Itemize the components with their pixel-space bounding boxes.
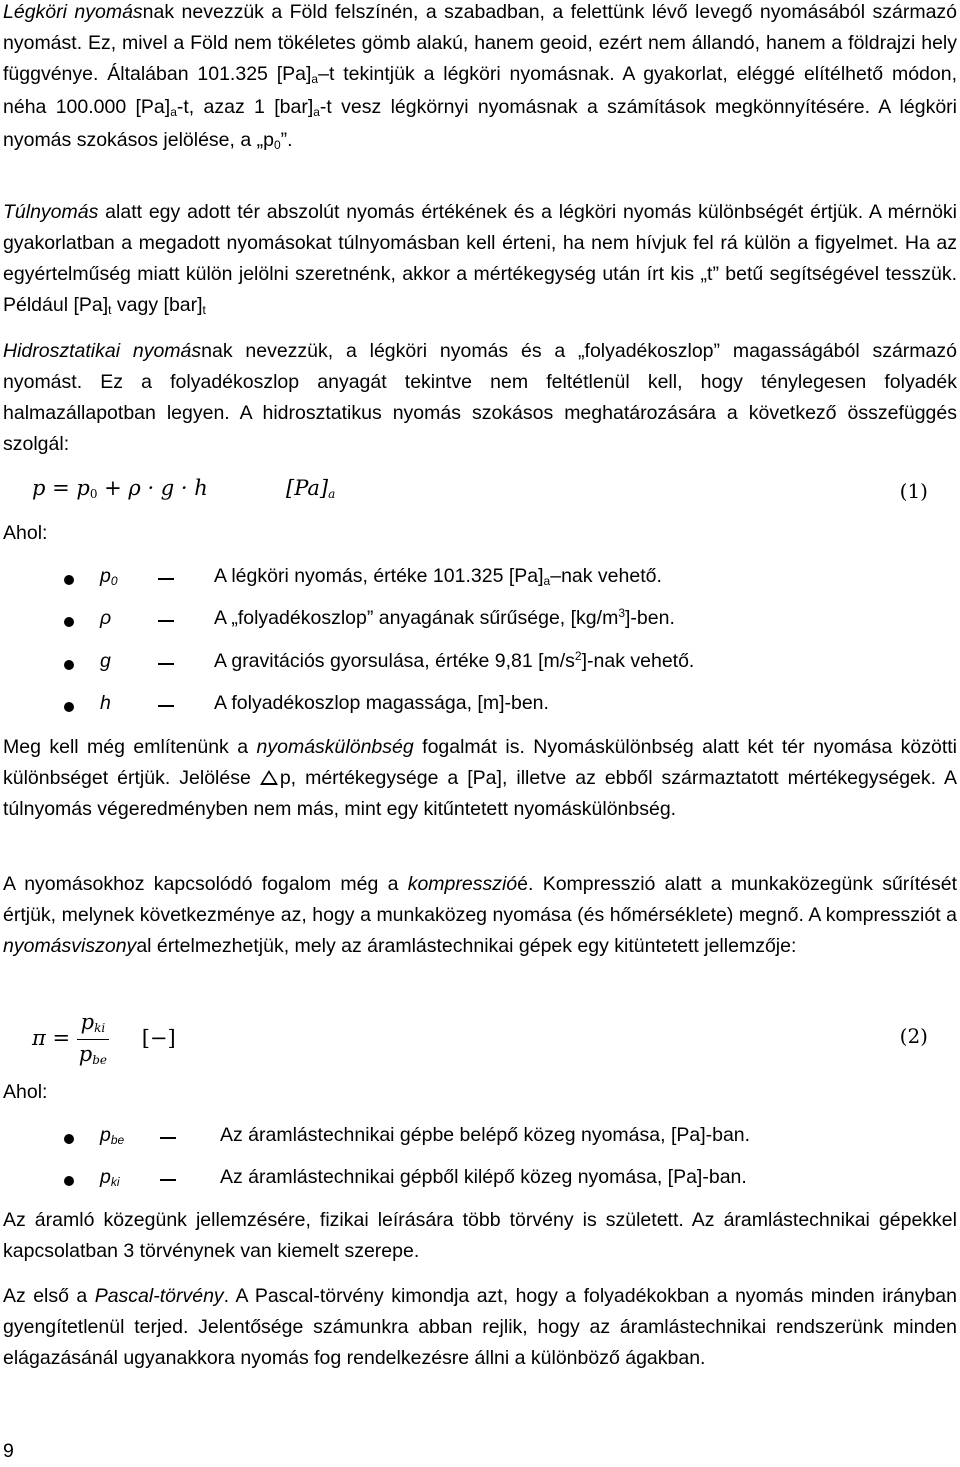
bullet-icon	[64, 702, 74, 712]
symbol: p	[80, 1010, 95, 1034]
equation-2	[32, 1008, 176, 1070]
symbol	[100, 1124, 124, 1147]
delta-icon	[260, 770, 278, 785]
bullet-icon	[64, 575, 74, 585]
unit: [Pa]	[286, 476, 329, 500]
bullet-icon	[64, 660, 74, 670]
subscript: 0	[273, 138, 281, 152]
superscript: 2	[574, 649, 582, 663]
text: A nyomásokhoz kapcsolódó fogalom még a	[3, 873, 408, 895]
unit: [−]	[141, 1026, 176, 1050]
list-item	[0, 607, 960, 637]
list-item	[0, 1166, 960, 1196]
list-item	[0, 565, 960, 595]
bullet-icon	[64, 1176, 74, 1186]
equation-lhs: p = p	[32, 476, 90, 500]
symbol	[100, 1166, 120, 1189]
dash	[158, 620, 174, 622]
denominator	[77, 1040, 109, 1071]
subscript: ki	[94, 1021, 106, 1035]
list-item	[0, 650, 960, 680]
subscript: t	[202, 303, 206, 317]
term-legkori-nyomas: Légköri nyomás	[3, 1, 143, 23]
text: al értelmezhetjük, mely az áramlástechnikai gépek egy kitüntetett jellemzője:	[136, 935, 797, 957]
description: Az áramlástechnikai gépbe belépő közeg nyomása, [Pa]-ban.	[220, 1124, 751, 1146]
subscript: be	[92, 1053, 108, 1067]
list-item	[0, 692, 960, 722]
paragraph-pascal-torveny	[3, 1281, 957, 1374]
equation-number-1: (1)	[899, 479, 928, 503]
text: p, mértékegysége a [Pa], illetve az ebből származtatott mértékegységek. A túlnyomás végeredményben nem más, mint egy kitűntetett nyomáskülönbség.	[3, 767, 957, 820]
text: . A Pascal-törvény kimondja azt, hogy a folyadékokban a nyomás minden irányban gyengítetlenül terjed. Jelentősége számunkra abban rejlik, hogy az áramlástechnikai rendszerünk minden elágazásánál ugyanakkora nyomás fog rendelkezésre állni a különböző ágakban.	[3, 1285, 957, 1369]
symbol: p	[78, 1042, 93, 1066]
term-tulnyomas: Túlnyomás	[3, 201, 99, 223]
text: A légköri nyomás, értéke 101.325 [Pa]	[214, 565, 544, 587]
description	[214, 565, 662, 588]
term-nyomaskulonbseg: nyomáskülönbség	[256, 736, 414, 758]
list-item	[0, 1124, 960, 1154]
subscript: a	[311, 72, 319, 86]
ahol-label-1: Ahol:	[3, 522, 48, 544]
subscript: be	[110, 1133, 125, 1147]
text: –t tekintjük a légköri nyomásnak. A gyakorlat, eléggé elítélhető módon, néha 100.000 [Pa]	[3, 63, 957, 118]
term-kompresszio: kompresszió	[407, 873, 518, 895]
equation-rhs: + ρ · g · h	[97, 476, 208, 500]
text: A „folyadékoszlop” anyagának sűrűsége, [kg/m	[214, 607, 619, 629]
equation-lhs: π =	[32, 1026, 71, 1050]
paragraph-torvenyek: Az áramló közegünk jellemzésére, fizikai leírására több törvény is született. Az áramlástechnikai gépekkel kapcsolatban 3 törvénynek van kiemelt szerepe.	[3, 1209, 957, 1262]
paragraph-tulnyomas	[3, 197, 957, 323]
bullet-icon	[64, 617, 74, 627]
fraction	[77, 1008, 109, 1071]
term-hidrosztatikai-nyomas: Hidrosztatikai nyomás	[3, 340, 202, 362]
text: ]-nak vehető.	[581, 650, 695, 672]
text: -t, azaz 1 [bar]	[176, 96, 314, 118]
subscript: 0	[110, 574, 118, 588]
superscript: 3	[618, 606, 625, 620]
text: –nak vehető.	[550, 565, 662, 587]
equation-number-2: (2)	[899, 1024, 928, 1048]
paragraph-hidrosztatikai-nyomas	[3, 336, 957, 460]
text: alatt egy adott tér abszolút nyomás értékének és a légköri nyomás különbségét értjük. A mérnöki gyakorlatban a megadott nyomásokat túlnyomásban kell érteni, ha nem hívjuk fel rá külön a figyelmet. Ha az egyértelműség miatt külön jelölni szeretnénk, akkor a mértékegység után írt kis „t” betű segítségével tesszük. Például [Pa]	[3, 201, 957, 316]
text: Az első a	[3, 1285, 95, 1307]
symbol-letter: p	[100, 1124, 111, 1146]
numerator	[77, 1008, 109, 1040]
dash	[158, 705, 174, 707]
term-nyomasviszony: nyomásviszony	[3, 935, 137, 957]
description: A folyadékoszlop magassága, [m]-ben.	[214, 692, 549, 714]
description: Az áramlástechnikai gépből kilépő közeg nyomása, [Pa]-ban.	[220, 1166, 747, 1188]
dash	[160, 1179, 176, 1181]
text: Meg kell még említenünk a	[3, 736, 257, 758]
dash	[158, 663, 174, 665]
paragraph-kompresszio	[3, 869, 957, 962]
dash	[160, 1137, 176, 1139]
paragraph-nyomaskulonbseg	[3, 732, 957, 825]
text: fogalmát is. Nyomáskülönbség alatt két tér nyomása közötti különbséget értjük. Jelölése	[3, 736, 957, 789]
text: ”.	[280, 129, 293, 151]
equation-1	[32, 476, 208, 516]
paragraph-legkori-nyomas	[3, 0, 957, 158]
subscript: t	[108, 303, 112, 317]
text: ]-ben.	[625, 607, 675, 629]
text: -t vesz légkörnyi nyomásnak a számítások megkönnyítésére. A légköri nyomás szokásos jelölése, a „p	[3, 96, 957, 151]
symbol: h	[100, 692, 111, 714]
bullet-icon	[64, 1134, 74, 1144]
text: nak nevezzük, a légköri nyomás és a „folyadékoszlop” magasságából származó nyomást. Ez a folyadékoszlop anyagát tekintve nem feltétlenül kell, hogy ténylegesen folyadék halmazállapotban legyen. A hidrosztatikus nyomás szokásos meghatározására a következő összefüggés szolgál:	[3, 340, 957, 455]
subscript: a	[170, 105, 177, 119]
subscript: 0	[89, 487, 98, 501]
text: vagy [bar]	[111, 294, 203, 316]
subscript: a	[313, 105, 320, 119]
description	[214, 607, 675, 630]
symbol: ρ	[100, 607, 112, 629]
text: é. Kompresszió alatt a munkaközegünk sűrítését értjük, melynek következménye az, hogy a munkaközeg nyomása (és hőmérséklete) megnő. A kompressziót a	[3, 873, 957, 926]
equation-1-unit	[286, 476, 335, 516]
symbol	[100, 565, 118, 588]
subscript: a	[328, 487, 336, 501]
description	[214, 650, 694, 673]
symbol: g	[100, 650, 111, 672]
symbol-letter: p	[100, 1166, 111, 1188]
subscript: a	[543, 574, 551, 588]
text: nak nevezzük a Föld felszínén, a szabadban, a felettünk lévő levegő nyomásából származó nyomást. Ez, mivel a Föld nem tökéletes gömb alakú, hanem geoid, ezért nem állandó, hanem a földrajzi hely függvénye. Általában 101.325 [Pa]	[3, 1, 958, 85]
text: A gravitációs gyorsulása, értéke 9,81 [m/s	[214, 650, 575, 672]
symbol-letter: p	[100, 565, 111, 587]
ahol-label-2: Ahol:	[3, 1081, 48, 1103]
page-number: 9	[3, 1440, 14, 1462]
subscript: ki	[110, 1175, 120, 1189]
dash	[158, 578, 174, 580]
term-pascal-torveny: Pascal-törvény	[94, 1285, 224, 1307]
